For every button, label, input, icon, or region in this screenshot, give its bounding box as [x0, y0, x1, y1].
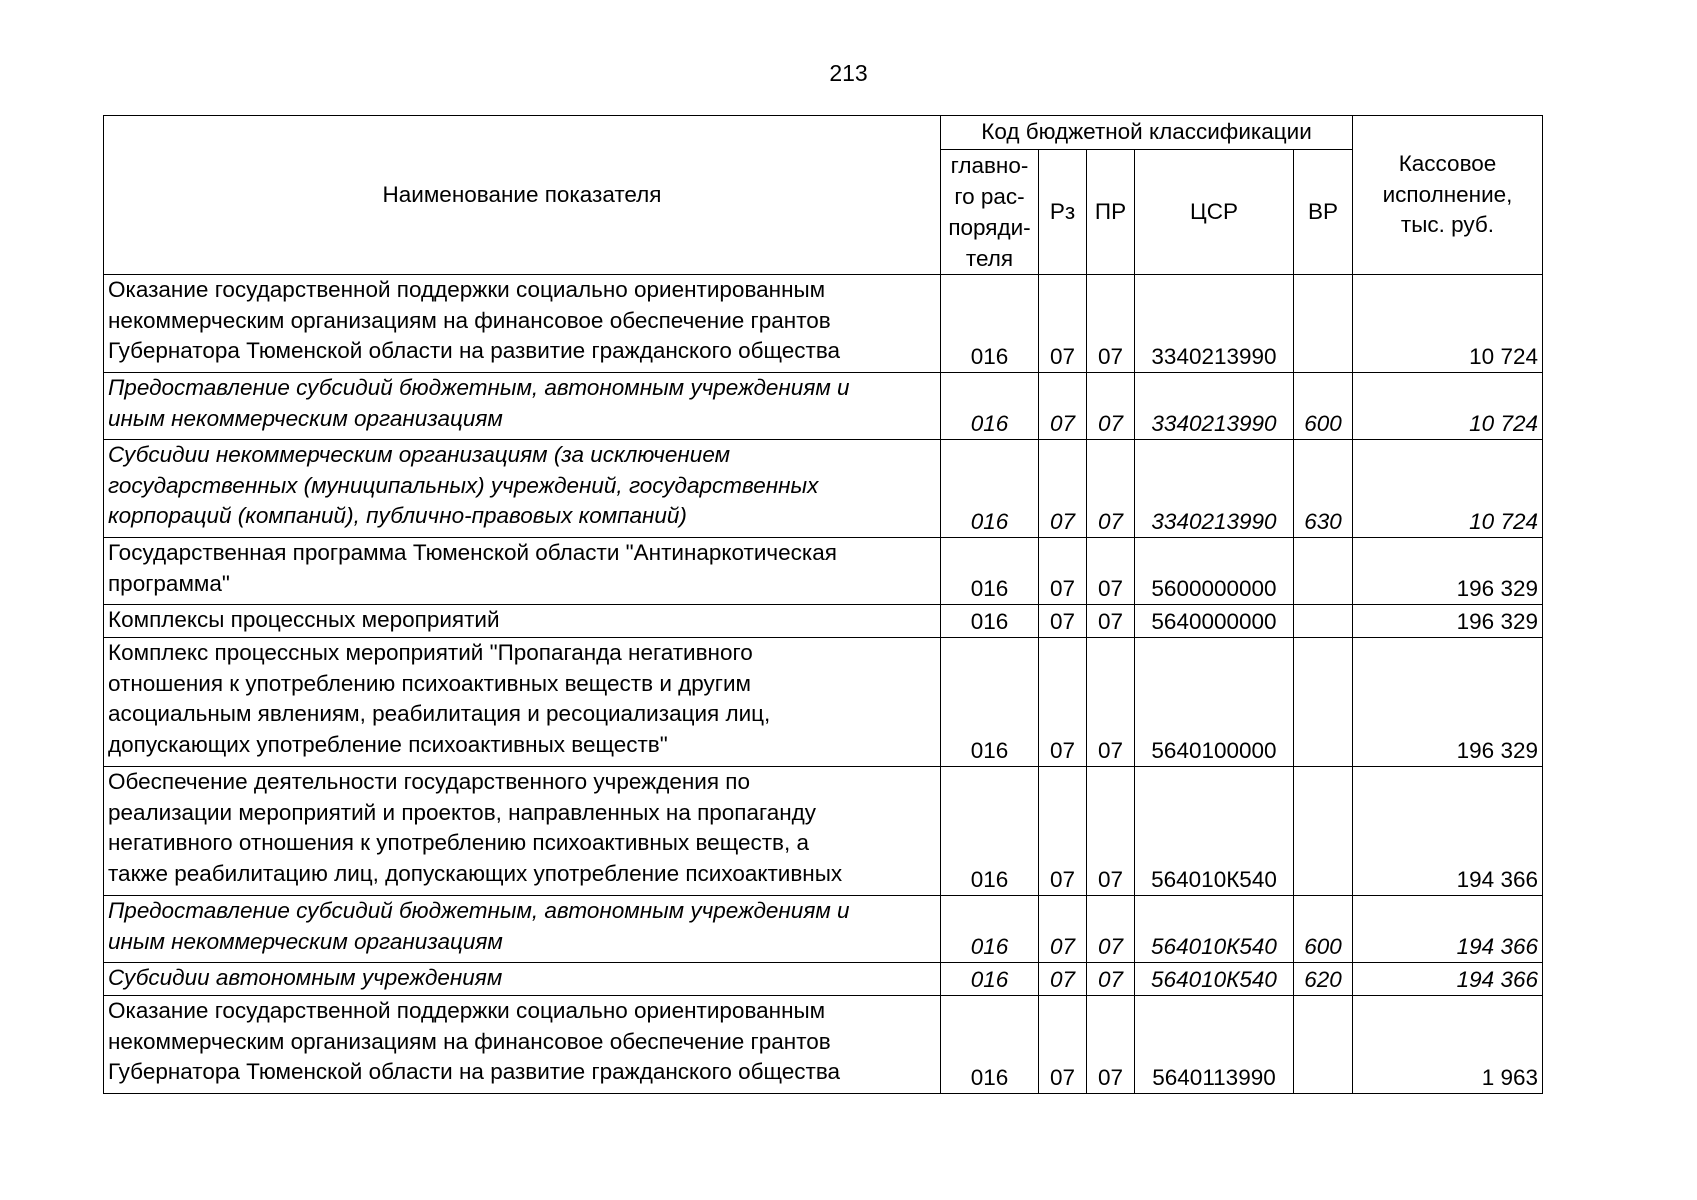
cell-pr: 07 [1087, 638, 1135, 767]
row-name-line: Субсидии автономным учреждениям [108, 965, 503, 990]
cell-rz: 07 [1039, 638, 1087, 767]
cell-rz: 07 [1039, 896, 1087, 963]
cell-pr: 07 [1087, 275, 1135, 373]
cell-amount: 10 724 [1353, 275, 1543, 373]
cell-pr: 07 [1087, 767, 1135, 896]
cell-amount: 194 366 [1353, 963, 1543, 996]
row-name [104, 605, 941, 638]
cell-csr: 3340213990 [1135, 275, 1294, 373]
header-classification-group: Код бюджетной классификации [941, 116, 1353, 150]
row-name-line: Оказание государственной поддержки социально ориентированным [108, 998, 826, 1023]
row-name-line: иным некоммерческим организациям [108, 405, 503, 431]
cell-vr [1294, 275, 1353, 373]
cell-rz: 07 [1039, 996, 1087, 1094]
row-name-line: реализации мероприятий и проектов, направленных на пропаганду [108, 799, 817, 825]
header-rz: Рз [1039, 150, 1087, 275]
cell-amount: 10 724 [1353, 440, 1543, 538]
cell-pr: 07 [1087, 996, 1135, 1094]
row-name-line: Оказание государственной поддержки социально ориентированным [108, 277, 826, 302]
cell-grbs: 016 [941, 440, 1039, 538]
cell-grbs: 016 [941, 996, 1039, 1094]
cell-pr: 07 [1087, 440, 1135, 538]
cell-vr: 600 [1294, 373, 1353, 440]
row-name-line: Губернатора Тюменской области на развитие гражданского общества [108, 1059, 841, 1084]
cell-grbs: 016 [941, 373, 1039, 440]
row-name-line: Обеспечение деятельности государственного учреждения по [108, 769, 750, 794]
cell-csr: 564010К540 [1135, 767, 1294, 896]
row-name-line: Субсидии некоммерческим организациям (за исключением [108, 442, 731, 467]
header-grbs-line: поряди- [948, 215, 1031, 240]
cell-amount: 1 963 [1353, 996, 1543, 1094]
header-grbs [941, 150, 1039, 275]
header-csr: ЦСР [1135, 150, 1294, 275]
cell-rz: 07 [1039, 373, 1087, 440]
cell-grbs: 016 [941, 275, 1039, 373]
row-name-line: Предоставление субсидий бюджетным, автономным учреждениям и [108, 898, 850, 923]
cell-rz: 07 [1039, 963, 1087, 996]
header-pr: ПР [1087, 150, 1135, 275]
row-name-line: иным некоммерческим организациям [108, 928, 503, 954]
cell-rz: 07 [1039, 440, 1087, 538]
cell-vr [1294, 996, 1353, 1094]
cell-csr: 5640113990 [1135, 996, 1294, 1094]
header-grbs-line: теля [965, 246, 1014, 271]
cell-grbs: 016 [941, 605, 1039, 638]
row-name [104, 538, 941, 605]
row-name [104, 440, 941, 538]
cell-vr [1294, 605, 1353, 638]
cell-rz: 07 [1039, 605, 1087, 638]
row-name [104, 896, 941, 963]
row-name-line: асоциальным явлениям, реабилитация и ресоциализация лиц, [108, 701, 771, 726]
row-name-line: Государственная программа Тюменской области "Антинаркотическая [108, 540, 837, 565]
cell-vr: 630 [1294, 440, 1353, 538]
row-name-line: корпораций (компаний), публично-правовых компаний) [108, 503, 687, 528]
cell-csr: 3340213990 [1135, 373, 1294, 440]
cell-vr [1294, 538, 1353, 605]
cell-grbs: 016 [941, 963, 1039, 996]
cell-amount: 194 366 [1353, 896, 1543, 963]
cell-pr: 07 [1087, 896, 1135, 963]
cell-csr: 5640100000 [1135, 638, 1294, 767]
row-name [104, 767, 941, 896]
cell-amount: 196 329 [1353, 538, 1543, 605]
cell-csr: 5600000000 [1135, 538, 1294, 605]
row-name-line: Губернатора Тюменской области на развитие гражданского общества [108, 338, 841, 363]
cell-rz: 07 [1039, 538, 1087, 605]
header-amount-line: тыс. руб. [1400, 212, 1495, 238]
header-amount [1353, 116, 1543, 275]
cell-pr: 07 [1087, 538, 1135, 605]
row-name-line: негативного отношения к употреблению психоактивных веществ, а [108, 830, 809, 855]
cell-csr: 564010К540 [1135, 896, 1294, 963]
cell-rz: 07 [1039, 767, 1087, 896]
cell-csr: 3340213990 [1135, 440, 1294, 538]
row-name-line: допускающих употребление психоактивных веществ" [108, 731, 668, 757]
header-amount-line: Кассовое [1398, 151, 1497, 177]
cell-grbs: 016 [941, 538, 1039, 605]
row-name-line: программа" [108, 570, 230, 596]
row-name-line: некоммерческим организациям на финансовое обеспечение грантов [108, 307, 831, 333]
row-name-line: отношения к употреблению психоактивных веществ и другим [108, 670, 752, 696]
cell-vr [1294, 638, 1353, 767]
cell-pr: 07 [1087, 963, 1135, 996]
cell-rz: 07 [1039, 275, 1087, 373]
cell-pr: 07 [1087, 373, 1135, 440]
page-number: 213 [829, 60, 868, 86]
cell-amount: 194 366 [1353, 767, 1543, 896]
cell-amount: 196 329 [1353, 605, 1543, 638]
row-name [104, 963, 941, 996]
row-name-line: также реабилитацию лиц, допускающих употребление психоактивных [108, 860, 843, 886]
row-name-line: Комплекс процессных мероприятий "Пропаганда негативного [108, 640, 753, 665]
cell-amount: 10 724 [1353, 373, 1543, 440]
row-name [104, 373, 941, 440]
row-name-line: некоммерческим организациям на финансовое обеспечение грантов [108, 1028, 831, 1054]
row-name-line: Предоставление субсидий бюджетным, автономным учреждениям и [108, 375, 850, 400]
row-name-line: Комплексы процессных мероприятий [108, 607, 500, 632]
header-vr: ВР [1294, 150, 1353, 275]
cell-vr [1294, 767, 1353, 896]
cell-grbs: 016 [941, 896, 1039, 963]
cell-amount: 196 329 [1353, 638, 1543, 767]
row-name-line: государственных (муниципальных) учреждений, государственных [108, 472, 819, 498]
cell-vr: 620 [1294, 963, 1353, 996]
header-name: Наименование показателя [104, 116, 941, 275]
cell-pr: 07 [1087, 605, 1135, 638]
cell-grbs: 016 [941, 638, 1039, 767]
cell-grbs: 016 [941, 767, 1039, 896]
row-name [104, 275, 941, 373]
header-grbs-line: главно- [950, 153, 1029, 178]
cell-vr: 600 [1294, 896, 1353, 963]
header-grbs-line: го рас- [954, 184, 1025, 209]
budget-table [103, 115, 1543, 1094]
header-amount-line: исполнение, [1382, 181, 1513, 207]
row-name [104, 638, 941, 767]
cell-csr: 5640000000 [1135, 605, 1294, 638]
row-name [104, 996, 941, 1094]
cell-csr: 564010К540 [1135, 963, 1294, 996]
